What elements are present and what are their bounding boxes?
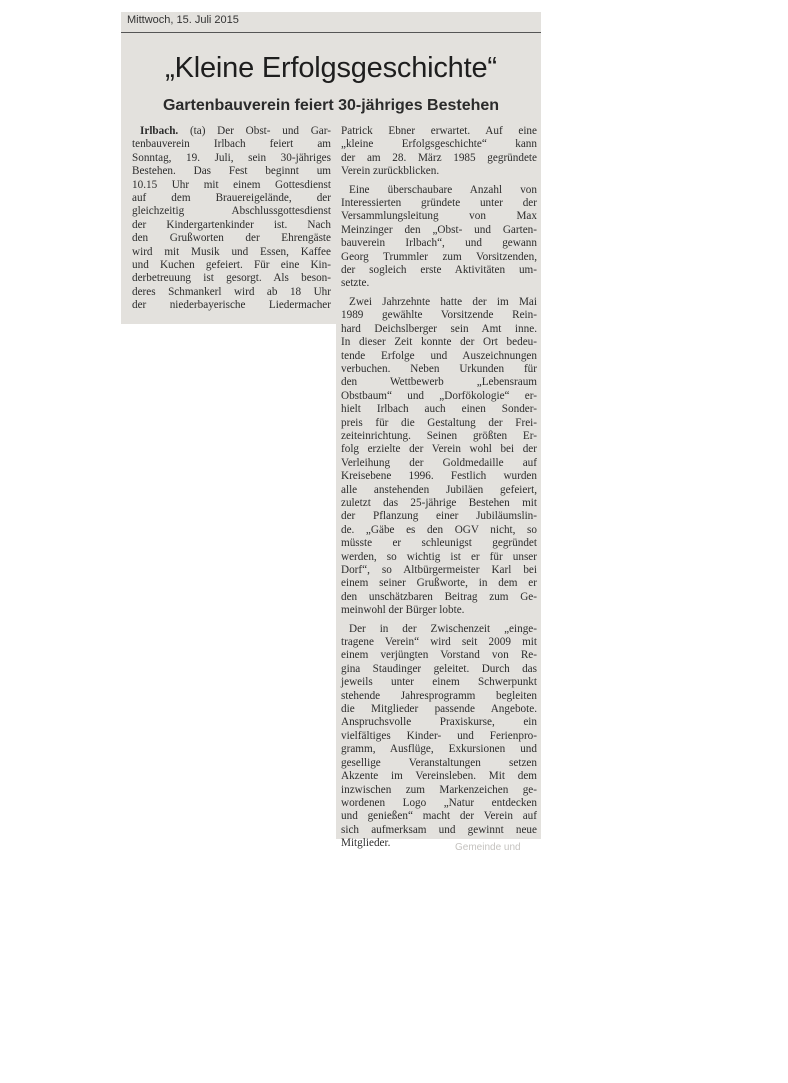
text-line: Verleihung der Goldmedaille auf: [341, 456, 537, 469]
text-line: müsste er schleunigst gegründet: [341, 537, 537, 550]
text-line: derbetreuung ist gesorgt. Als beson-: [132, 272, 331, 285]
text-line: meinwohl der Bürger lobte.: [341, 604, 465, 617]
text-line: In dieser Zeit konnte der Ort bedeu-: [341, 336, 537, 349]
text-line: inzwischen zum Markenzeichen ge-: [341, 783, 537, 796]
text-line: wordenen Logo „Natur entdecken: [341, 796, 537, 809]
text-line: Mitglieder.: [341, 837, 391, 850]
text-line: und Kuchen gefeiert. Für eine Kin-: [132, 259, 331, 272]
dateline-rule: [121, 32, 541, 33]
text-line: hard Deichslberger sein Amt inne.: [341, 322, 537, 335]
text-line: gramm, Ausflüge, Exkursionen und: [341, 743, 537, 756]
text-line: „kleine Erfolgsgeschichte“ kann: [341, 138, 537, 151]
text-line: Obstbaum“ und „Dorfökologie“ er-: [341, 389, 537, 402]
text-line: hielt Irlbach auch einen Sonder-: [341, 403, 537, 416]
subheadline: Gartenbauverein feiert 30-jähriges Bestehen: [162, 97, 500, 114]
text-line: Georg Trummler zum Vorsitzenden,: [341, 250, 537, 263]
text-line: zeiteinrichtung. Seinen größten Er-: [341, 429, 537, 442]
text-line: wird mit Musik und Essen, Kaffee: [132, 245, 331, 258]
text-line: gleichzeitig Abschlussgottesdienst: [132, 205, 331, 218]
text-line: 1989 gewählte Vorsitzende Rein-: [341, 309, 537, 322]
text-line: werden, so wichtig ist er für unser: [341, 550, 537, 563]
text-line: alle anstehenden Jubiläen gefeiert,: [341, 483, 537, 496]
text-line: Sonntag, 19. Juli, sein 30-jähriges: [132, 151, 331, 164]
text-line: einem seiner Grußworte, in dem er: [341, 577, 537, 590]
text-line: 10.15 Uhr mit einem Gottesdienst: [132, 178, 331, 191]
text-line: Interessierten gründete unter der: [341, 197, 537, 210]
text-line: Kreisebene 1996. Festlich wurden: [341, 470, 537, 483]
text-line: de. „Gäbe es den OGV nicht, so: [341, 523, 537, 536]
text-line: Dorf“, so Altbürgermeister Karl bei: [341, 564, 537, 576]
text-line: sich aufmerksam und gewinnt neue: [341, 823, 537, 836]
text-line: setzte.: [341, 277, 370, 290]
text-line: Patrick Ebner erwartet. Auf eine: [341, 125, 537, 137]
article-column-2: [341, 125, 537, 851]
text-line: der am 28. März 1985 gegründete: [341, 151, 537, 164]
text-line: den Grußworten der Ehrengäste: [132, 232, 331, 245]
text-line: bauverein Irlbach“, und gewann: [341, 237, 537, 250]
text-line: zuletzt das 25-jährige Bestehen mit: [341, 496, 537, 509]
text-line: vielfältiges Kinder- und Ferienpro-: [341, 729, 537, 742]
text-line: Der in der Zwischenzeit „einge-: [349, 622, 537, 635]
text-line: jeweils unter einem Schwerpunkt: [341, 676, 537, 689]
text-line: Bestehen. Das Fest beginnt um: [132, 165, 331, 178]
dateline: Mittwoch, 15. Juli 2015: [127, 14, 239, 26]
text-line: Irlbach. (ta) Der Obst- und Gar-: [140, 125, 331, 137]
text-line: Versammlungsleitung von Max: [341, 210, 537, 223]
text-line: deres Schmankerl wird ab 18 Uhr: [132, 285, 331, 298]
text-line: Zwei Jahrzehnte hatte der im Mai: [349, 295, 537, 308]
text-line: einem verjüngten Vorstand von Re-: [341, 649, 537, 662]
text-line: der Kindergartenkinder ist. Nach: [132, 218, 331, 231]
text-line: Anspruchsvolle Praxiskurse, ein: [341, 716, 537, 729]
text-line: folg erzielte der Verein wohl bei der: [341, 443, 537, 456]
text-line: der sogleich erste Aktivitäten um-: [341, 264, 537, 277]
text-line: Verein zurückblicken.: [341, 165, 440, 178]
text-line: preis für die Gestaltung der Frei-: [341, 416, 537, 429]
text-line: tragene Verein“ wird seit 2009 mit: [341, 636, 537, 649]
article-column-1: [132, 125, 331, 313]
text-line: den Wettbewerb „Lebensraum: [341, 376, 537, 389]
headline: „Kleine Erfolgsgeschichte“: [165, 52, 497, 84]
text-line: und genießen“ macht der Verein auf: [341, 810, 537, 823]
text-line: den unschätzbaren Beitrag zum Ge-: [341, 590, 537, 603]
text-line: gina Staudinger geleitet. Durch das: [341, 662, 537, 675]
lead-placename: Irlbach.: [140, 125, 179, 137]
text-line: verbuchen. Neben Urkunden für: [341, 362, 537, 375]
text-line: tenbauverein Irlbach feiert am: [132, 138, 331, 151]
text-line: stehende Jahresprogramm begleiten: [341, 689, 537, 702]
bleed-through-text: Gemeinde und: [455, 842, 521, 853]
text-line: Akzente im Vereinsleben. Mit dem: [341, 770, 537, 783]
text-line: tende Erfolge und Auszeichnungen: [341, 349, 537, 362]
text-line: Meinzinger den „Obst- und Garten-: [341, 223, 537, 236]
text-line: der Pflanzung einer Jubiläumslin-: [341, 510, 537, 523]
text-line: der niederbayerische Liedermacher: [132, 299, 331, 312]
text-line: gesellige Veranstaltungen setzen: [341, 756, 537, 769]
text-line: Eine überschaubare Anzahl von: [349, 183, 537, 196]
text-line: auf dem Brauereigelände, der: [132, 192, 331, 205]
text-line: die Mitglieder passende Angebote.: [341, 703, 537, 716]
